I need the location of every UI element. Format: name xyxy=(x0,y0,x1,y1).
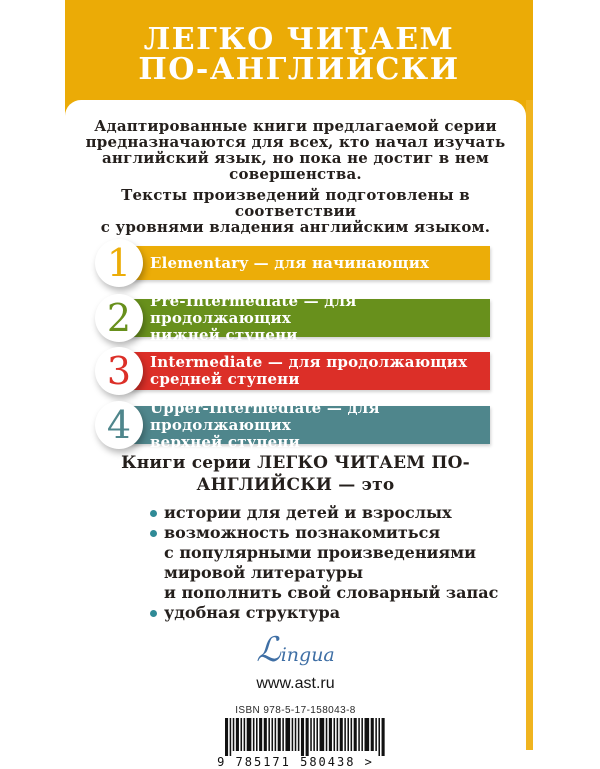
series-tagline: Книги серии ЛЕГКО ЧИТАЕМ ПО-АНГЛИЙСКИ — это xyxy=(121,453,470,495)
level-number-badge xyxy=(95,347,143,395)
isbn-text: ISBN 978-5-17-158043-8 xyxy=(235,705,356,716)
level-number: 2 xyxy=(106,296,132,340)
intro-paragraph-1 xyxy=(65,118,526,182)
feature-line: мировой литературы xyxy=(164,563,364,582)
levels-list xyxy=(65,238,526,452)
barcode-bars xyxy=(221,718,371,756)
feature-item xyxy=(150,603,526,623)
level-label: верхней ступени xyxy=(150,432,300,451)
feature-line: с популярными произведениями xyxy=(164,543,476,562)
feature-list xyxy=(150,503,526,623)
intro-line: английский язык, но пока не достиг в нем xyxy=(102,149,489,167)
content-panel xyxy=(65,100,526,769)
feature-line: возможность познакомиться xyxy=(150,523,526,543)
intro-line: Адаптированные книги предлагаемой серии xyxy=(94,117,497,135)
feature-item xyxy=(150,523,526,603)
feature-line: истории для детей и взрослых xyxy=(150,503,526,523)
level-number: 1 xyxy=(106,241,132,285)
level-row-intermediate xyxy=(65,349,526,393)
intro-line: с уровнями владения английским языком. xyxy=(100,218,491,236)
logo-rest: ingua xyxy=(280,644,335,666)
level-row-upper-intermediate xyxy=(65,398,526,451)
barcode-digits: 9 785171 580438 > xyxy=(217,755,374,769)
intro-paragraph-2 xyxy=(65,187,526,235)
cover-edge-stripe xyxy=(526,100,533,750)
level-band xyxy=(122,291,490,344)
feature-line: и пополнить свой словарный запас xyxy=(164,583,499,602)
intro-line: Тексты произведений подготовлены в соответствии xyxy=(121,186,470,220)
level-label: средней ступени xyxy=(150,370,300,388)
logo-initial: ℒ xyxy=(256,630,281,670)
lingua-publisher-logo xyxy=(65,628,526,672)
level-number-badge xyxy=(95,401,143,449)
level-label: Elementary — для начинающих xyxy=(150,253,430,272)
level-number: 4 xyxy=(106,403,132,447)
series-title-line-2: ПО-АНГЛИЙСКИ xyxy=(138,52,460,87)
level-number-badge xyxy=(95,239,143,287)
level-band xyxy=(122,398,490,451)
level-row-pre-intermediate xyxy=(65,291,526,344)
intro-line: предназначаются для всех, кто начал изучать xyxy=(85,133,506,151)
level-label: Pre-Intermediate — для продолжающих xyxy=(150,291,357,327)
level-number: 3 xyxy=(106,349,132,393)
feature-item xyxy=(150,503,526,523)
level-band xyxy=(122,352,490,390)
level-label: Intermediate — для продолжающих xyxy=(150,353,468,371)
intro-text xyxy=(65,118,526,235)
website-url: www.ast.ru xyxy=(256,675,335,692)
series-title xyxy=(65,0,533,85)
level-row-elementary xyxy=(65,241,526,285)
level-number-badge xyxy=(95,294,143,342)
level-label: нижней ступени xyxy=(150,325,298,344)
feature-line: удобная структура xyxy=(150,603,526,623)
intro-line: совершенства. xyxy=(229,165,362,183)
level-band xyxy=(122,246,490,280)
barcode xyxy=(65,718,526,769)
level-label: Upper-Intermediate — для продолжающих xyxy=(150,398,380,434)
series-title-line-1: ЛЕГКО ЧИТАЕМ xyxy=(143,22,455,57)
